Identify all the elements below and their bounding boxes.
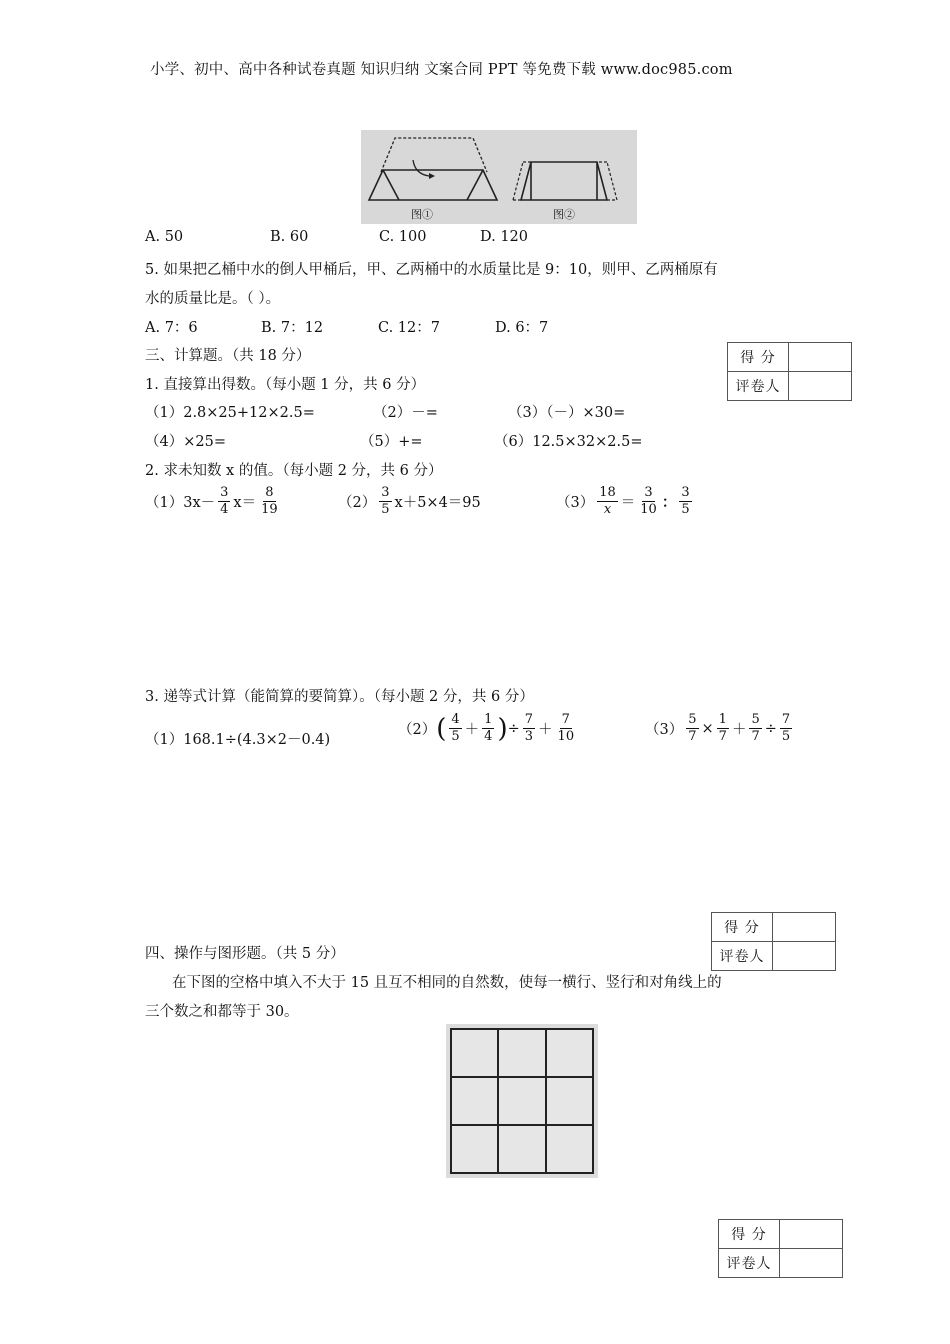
section-3-title: 三、计算题。（共 18 分） [145,348,311,364]
fraction: $\frac{7}{3}$ [524,712,534,745]
equation-2: （2） $\frac{3}{5}$ x＋5×4＝95 [338,485,481,518]
q5-option-d: D. 6：7 [495,320,549,336]
q5-line-2: 水的质量比是。（ ）。 [145,291,281,307]
calc-item-6: （6）12.5×32×2.5= [494,434,643,450]
fraction: $\frac{3}{5}$ [381,485,390,518]
score-box [727,342,852,401]
q5-option-a: A. 7：6 [145,320,198,336]
fraction: $\frac{3}{5}$ [681,485,690,518]
calc-item-5: （5）+= [360,434,423,450]
trapezoid-figure [361,130,637,224]
grader-label: 评卷人 [728,372,789,401]
score-label: 得 分 [719,1220,780,1249]
fraction: $\frac{3}{4}$ [220,485,229,518]
fraction: $\frac{3}{10}$ [640,485,657,518]
fraction: $\frac{8}{19}$ [261,485,278,518]
q4-option-a: A. 50 [145,229,184,245]
score-box [718,1219,843,1278]
grader-label: 评卷人 [712,942,773,971]
q5-line-1: 5. 如果把乙桶中水的倒人甲桶后，甲、乙两桶中的水质量比是 9：10，则甲、乙两桶原有 [145,262,718,278]
expression-3: （3） $\frac{5}{7}$ × $\frac{1}{7}$ ＋ $\frac{5}{7}$ ÷ $\frac{7}{5}$ [645,712,791,745]
score-label: 得 分 [728,343,789,372]
calc-item-1: （1）2.8×25+12×2.5= [145,405,315,421]
grader-field[interactable] [773,942,836,971]
calc-item-2: （2）－= [373,405,438,421]
q5-option-c: C. 12：7 [378,320,440,336]
fraction: $\frac{1}{4}$ [484,712,493,745]
fraction: $\frac{7}{5}$ [781,712,791,745]
q4-option-b: B. 60 [270,229,309,245]
part-1-title: 1. 直接算出得数。（每小题 1 分，共 6 分） [145,377,426,393]
fraction: $\frac{18}{x}$ [599,485,616,518]
part-2-title: 2. 求未知数 x 的值。（每小题 2 分，共 6 分） [145,463,443,479]
fraction: $\frac{5}{7}$ [751,712,760,745]
grader-field[interactable] [780,1249,843,1278]
fraction: $\frac{7}{10}$ [557,712,575,745]
fraction: $\frac{5}{7}$ [688,712,697,745]
score-label: 得 分 [712,913,773,942]
trapezoid-2 [521,162,607,200]
q4-option-d: D. 120 [480,229,529,245]
section-4-instruction-2: 三个数之和都等于 30。 [145,1004,299,1020]
part-3-title: 3. 递等式计算（能简算的要简算）。（每小题 2 分，共 6 分） [145,689,534,705]
q5-option-b: B. 7：12 [261,320,324,336]
calc-item-3: （3）（－）×30= [508,405,626,421]
dashed-fold-line [381,138,487,172]
score-field[interactable] [780,1220,843,1249]
figure-label-1: 图① [411,208,433,221]
section-4-title: 四、操作与图形题。（共 5 分） [145,946,345,962]
figure-label-2: 图② [553,208,575,221]
equation-3: （3） $\frac{18}{x}$ ＝ $\frac{3}{10}$ ： $\frac{3}{5}$ [556,485,690,518]
fraction: $\frac{4}{5}$ [451,712,460,745]
score-field[interactable] [773,913,836,942]
section-4-instruction-1: 在下图的空格中填入不大于 15 且互不相同的自然数，使每一横行、竖行和对角线上的 [172,975,722,991]
q4-option-c: C. 100 [379,229,427,245]
trapezoid-1 [369,170,497,200]
equation-1: （1） 3x－ $\frac{3}{4}$ x＝ $\frac{8}{19}$ [145,485,278,518]
magic-square-grid [446,1024,598,1178]
score-box [711,912,836,971]
expression-1: （1）168.1÷(4.3×2－0.4) [145,732,331,748]
fraction: $\frac{1}{7}$ [718,712,727,745]
grader-field[interactable] [789,372,852,401]
trapezoid-diagram [361,130,637,224]
calc-item-4: （4）×25= [145,434,226,450]
page-header: 小学、初中、高中各种试卷真题 知识归纳 文案合同 PPT 等免费下载 www.doc985.com [150,62,733,78]
expression-2: （2） ( $\frac{4}{5}$ ＋ $\frac{1}{4}$ ) ÷ $\frac{7}{3}$ ＋ $\frac{7}{10}$ [398,712,575,745]
grader-label: 评卷人 [719,1249,780,1278]
score-field[interactable] [789,343,852,372]
fold-arrow-icon [413,160,429,176]
